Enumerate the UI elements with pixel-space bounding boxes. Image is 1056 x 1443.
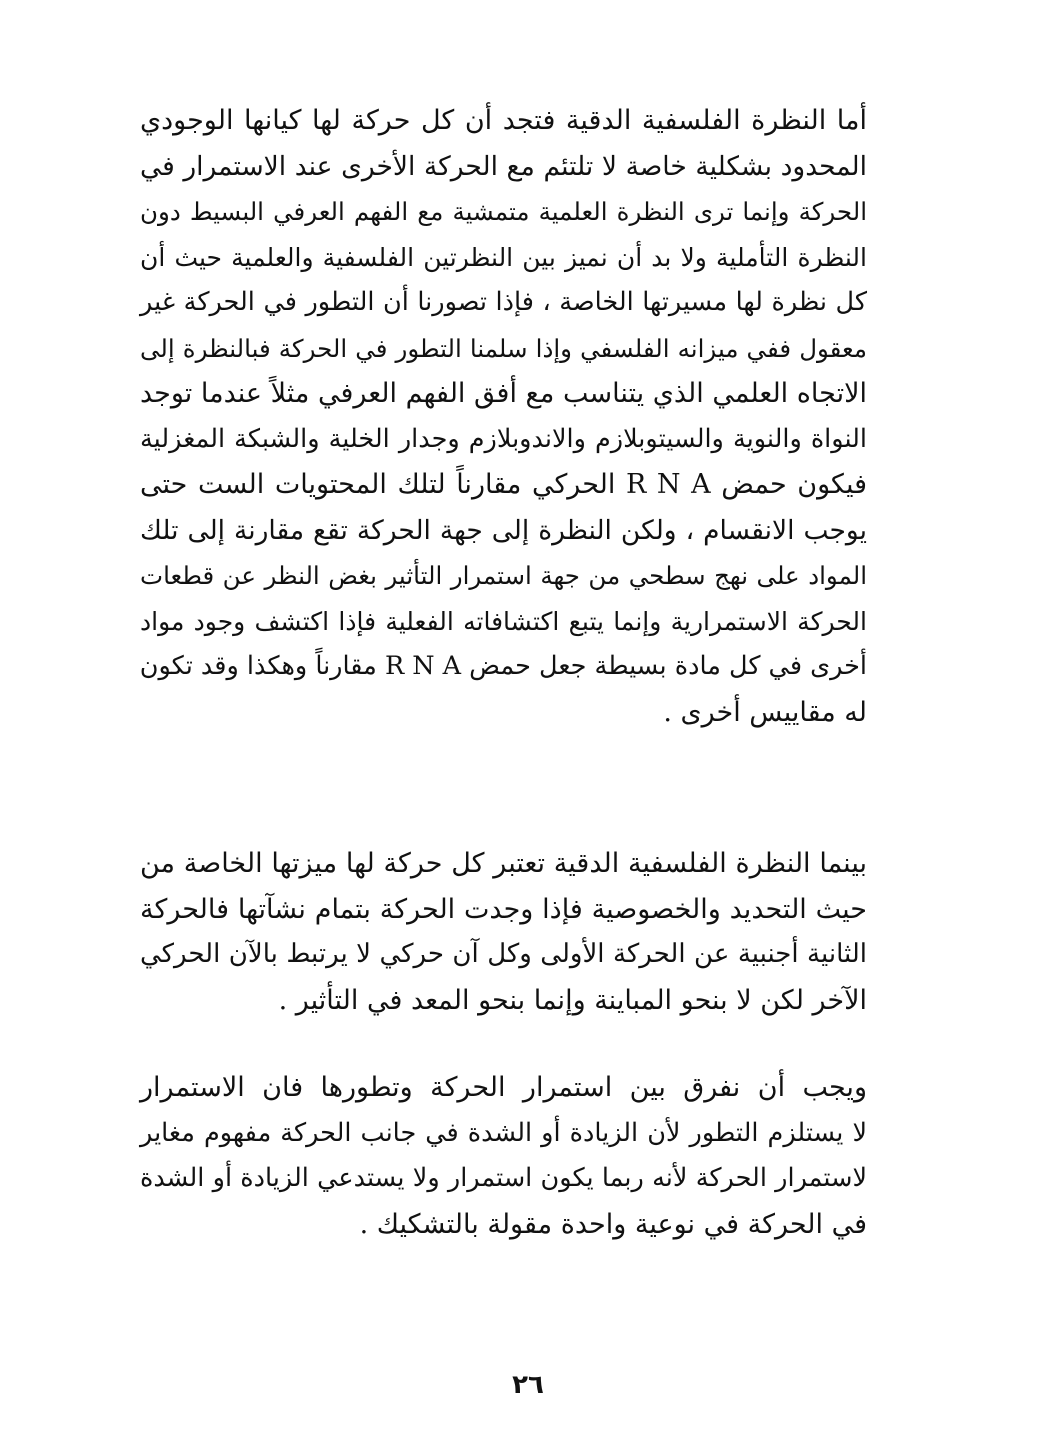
text-line: في الحركة في نوعية واحدة مقولة بالتشكيك . — [359, 1208, 867, 1240]
text-line: لا يستلزم التطور لأن الزيادة أو الشدة في جانب الحركة مفهوم مغاير — [140, 1117, 867, 1148]
text-line: الحركة وإنما ترى النظرة العلمية متمشية مع الفهم العرفي البسيط دون — [140, 197, 867, 226]
text-line: حيث التحديد والخصوصية فإذا وجدت الحركة بتمام نشآتها فالحركة — [140, 893, 867, 925]
text-line: يوجب الانقسام ، ولكن النظرة إلى جهة الحركة تقع مقارنة إلى تلك — [140, 514, 867, 546]
text-line: الآخر لكن لا بنحو المباينة وإنما بنحو المعد في التأثير . — [278, 984, 867, 1016]
text-line: الثانية أجنبية عن الحركة الأولى وكل آن حركي لا يرتبط بالآن الحركي — [140, 939, 867, 969]
text-line: كل نظرة لها مسيرتها الخاصة ، فإذا تصورنا أن التطور في الحركة غير — [140, 287, 867, 317]
paragraph — [140, 841, 867, 1023]
text-line: الحركة الاستمرارية وإنما يتبع اكتشافاته الفعلية فإذا اكتشف وجود مواد — [140, 606, 867, 636]
text-line: ويجب أن نفرق بين استمرار الحركة وتطورها فان الاستمرار — [140, 1072, 867, 1103]
text-line: أما النظرة الفلسفية الدقية فتجد أن كل حركة لها كيانها الوجودي — [140, 105, 867, 136]
text-line: النظرة التأملية ولا بد أن نميز بين النظرتين الفلسفية والعلمية حيث أن — [140, 242, 867, 272]
text-line: معقول ففي ميزانه الفلسفي وإذا سلمنا التطور في الحركة فبالنظرة إلى — [140, 333, 867, 363]
text-line: الاتجاه العلمي الذي يتناسب مع أفق الفهم العرفي مثلاً عندما توجد — [140, 378, 867, 409]
paragraph — [140, 1065, 867, 1247]
text-line: فيكون حمض R N A الحركي مقارناً لتلك المحتويات الست حتى — [140, 469, 867, 500]
text-line: المحدود بشكلية خاصة لا تلتئم مع الحركة الأخرى عند الاستمرار في — [140, 150, 867, 182]
text-line: النواة والنوية والسيتوبلازم والاندوبلازم وجدار الخلية والشبكة المغزلية — [140, 423, 867, 454]
paragraph — [140, 98, 867, 735]
text-line: المواد على نهج سطحي من جهة استمرار التأثير بغض النظر عن قطعات — [140, 561, 867, 590]
text-line: بينما النظرة الفلسفية الدقية تعتبر كل حركة لها ميزتها الخاصة من — [140, 848, 867, 879]
text-line: له مقاييس أخرى . — [663, 696, 867, 728]
page-number: ٢٦ — [512, 1370, 544, 1400]
text-line: أخرى في كل مادة بسيطة جعل حمض R N A مقارناً وهكذا وقد تكون — [139, 651, 867, 681]
text-line: لاستمرار الحركة لأنه ربما يكون استمرار ولا يستدعي الزيادة أو الشدة — [140, 1163, 867, 1193]
